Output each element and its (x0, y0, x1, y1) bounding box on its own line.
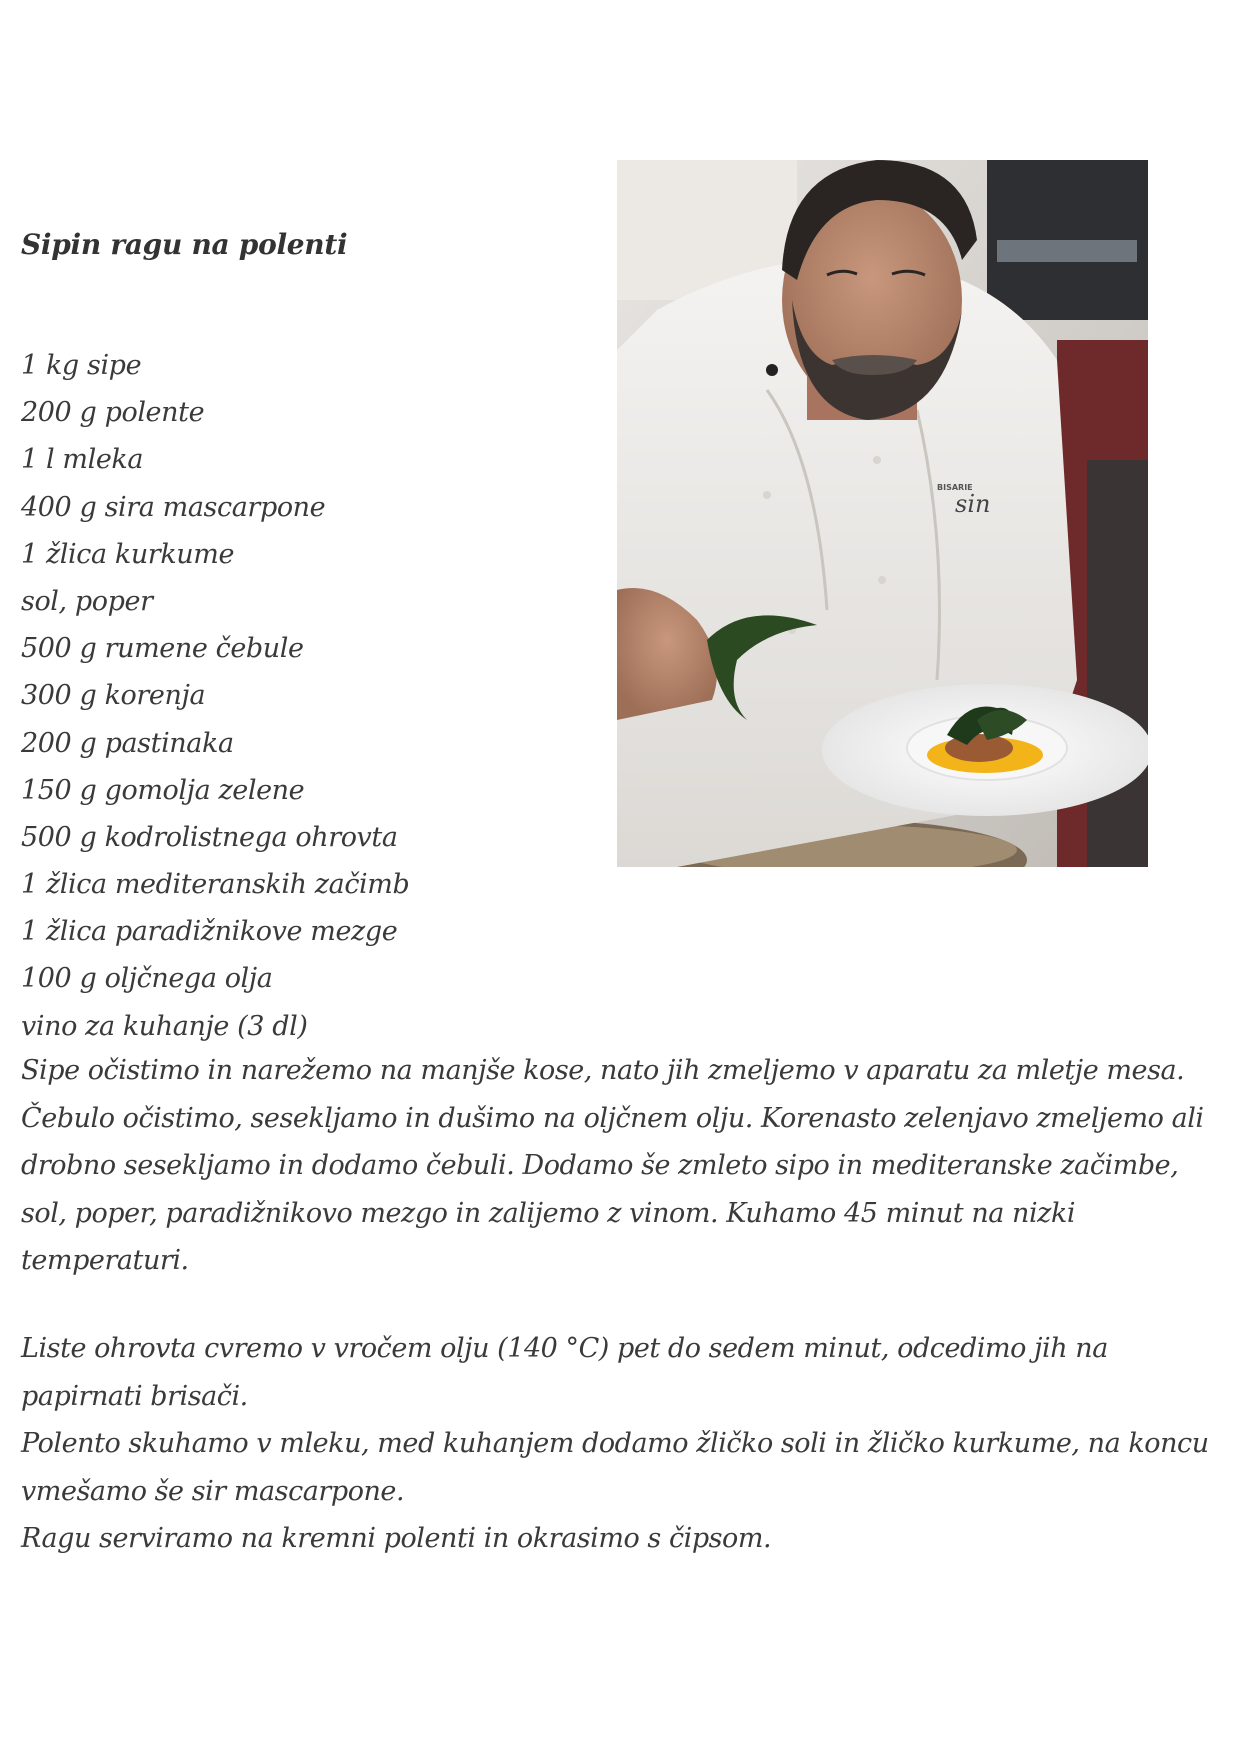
coat-logo-small: BISARIE (937, 483, 973, 492)
chef-photo (617, 160, 1148, 867)
method-step: Polento skuhamo v mleku, med kuhanjem dodamo žličko soli in žličko kurkume, na koncu vmešamo še sir mascarpone. (21, 1428, 1209, 1507)
ingredient-item: 1 žlica paradižnikove mezge (21, 916, 398, 948)
ingredient-item: 500 g rumene čebule (21, 633, 304, 665)
ingredient-item: 1 žlica mediteranskih začimb (21, 869, 410, 901)
ingredient-item: 500 g kodrolistnega ohrovta (21, 821, 398, 853)
ingredient-item: 200 g polente (21, 397, 205, 429)
coat-logo: sin (955, 490, 991, 518)
method-step: Liste ohrovta cvremo v vročem olju (140 °C) pet do sedem minut, odcedimo jih na papirnati brisači. (21, 1332, 1108, 1412)
ingredient-item: 1 žlica kurkume (21, 538, 235, 570)
ingredient-list (21, 342, 409, 1050)
method-section (21, 1047, 1231, 1563)
method-step: Sipe očistimo in narežemo na manjše kose, nato jih zmeljemo v aparatu za mletje mesa. Čebulo očistimo, sesekljamo in dušimo na oljčnem olju. Korenasto zelenjavo zmeljemo ali drobno sesekljamo in dodamo čebuli. Dodamo še zmleto sipo in mediteranske začimbe, sol, poper, paradižnikovo mezgo in zalijemo z vinom. Kuhamo 45 minut na nizki temperaturi. (21, 1055, 1204, 1277)
ingredient-item: 1 l mleka (21, 444, 144, 476)
ingredient-item: 400 g sira mascarpone (21, 491, 326, 523)
ingredient-item: 150 g gomolja zelene (21, 774, 305, 806)
ingredient-item: 100 g oljčnega olja (21, 963, 273, 995)
ingredient-item: sol, poper (21, 585, 153, 617)
ingredient-item: 1 kg sipe (21, 350, 142, 381)
ingredient-item: vino za kuhanje (3 dl) (21, 1010, 308, 1042)
ingredient-item: 300 g korenja (21, 680, 206, 712)
recipe-title: Sipin ragu na polenti (21, 228, 348, 261)
method-step: Ragu serviramo na kremni polenti in okrasimo s čipsom. (21, 1523, 772, 1555)
ingredient-item: 200 g pastinaka (21, 727, 234, 759)
